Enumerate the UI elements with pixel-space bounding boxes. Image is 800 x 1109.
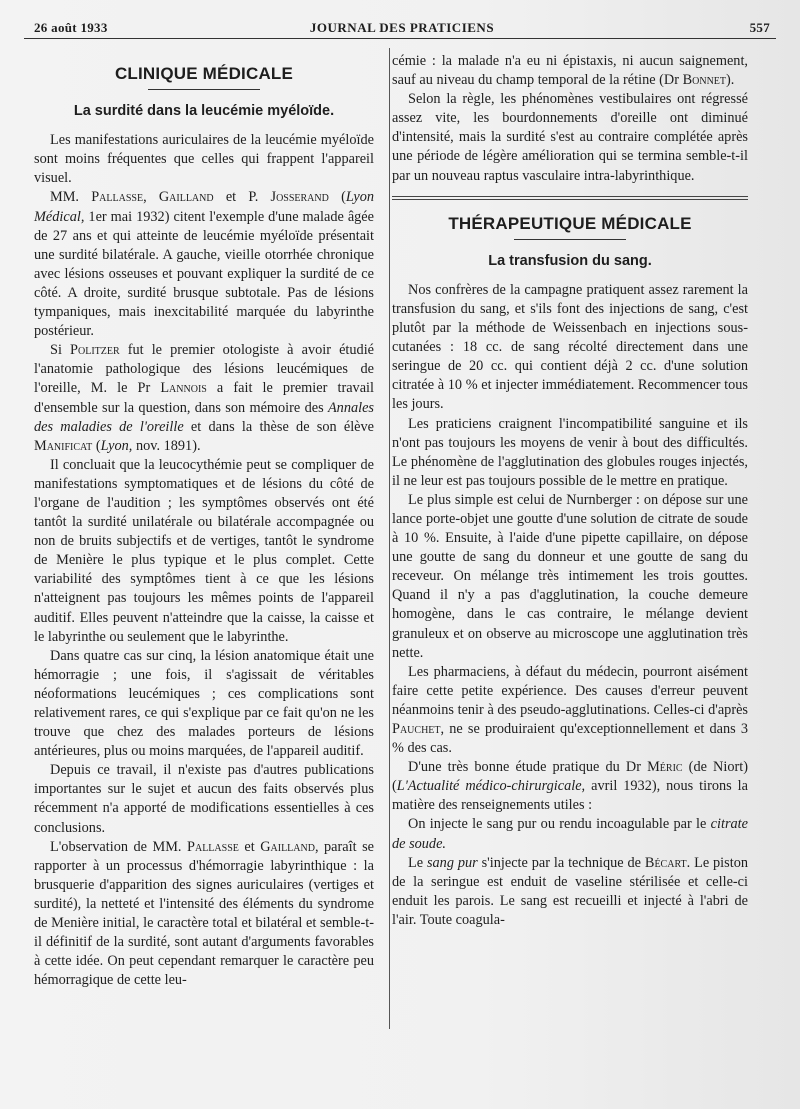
author-name: Gailland — [158, 189, 214, 206]
author-name: Pallasse — [91, 189, 144, 206]
paragraph: MM. Pallasse, Gailland et P. Josserand (Lyon Médical, 1er mai 1932) citent l'exemple d'une malade âgée de 27 ans et qui atteinte de leucémie myéloïde présentait une surdité bilatérale. A gauche, vieille otorrhée chronique avec lésions osseuses et pouvant expliquer la surdité de ce côté. A droite, surdité brusque subtotale. Pas de lésions tympaniques, mais inexcitabilité marquée du labyrinthe postérieur. — [34, 189, 374, 340]
section-underline — [148, 89, 260, 90]
journal-title: L'Actualité médico-chirurgicale, — [396, 778, 586, 795]
paragraph: Il concluait que la leucocythémie peut se compliquer de manifestations symptomatiques et de lésions du côté de l'organe de l'audition ; les symptômes observés ont été tantôt la surdité unilatérale ou bilatérale accompagnée ou non de bruits subjectifs et de vertiges, tantôt le syndrome de Menière le plus typique et le plus complet. Cette variabilité des symptômes tient à ce que les lésions n'atteignent pas toujours les mêmes points de l'appareil auditif. Elles peuvent n'atteindre que la caisse, la caisse et le labyrinthe ou seulement que le labyrinthe. — [34, 456, 374, 645]
author-name: Méric — [647, 759, 683, 776]
paragraph: Le plus simple est celui de Nurnberger : on dépose sur une lance porte-objet une goutte d'une solution de citrate de soude à 10 %. Ensuite, à l'aide d'une pipette capillaire, on dépose une goutte de sang du donneur et une goutte de sang du receveur. On mélange très intimement les trois gouttes. Quand il n'y a pas d'agglutination, la couche demeure homogène, dans le cas contraire, le mélange devient granuleux et on observe au microscope une agglutination très nette. — [392, 491, 748, 661]
author-name: Josserand — [270, 189, 329, 206]
section-separator — [392, 196, 748, 200]
emphasis: citrate de soude. — [392, 816, 748, 852]
paragraph: D'une très bonne étude pratique du Dr Méric (de Niort) (L'Actualité médico-chirurgicale, avril 1932), nous tirons la matière des renseignements utiles : — [392, 759, 748, 814]
issue-date: 26 août 1933 — [34, 20, 108, 35]
right-column — [389, 52, 748, 930]
author-name: Politzer — [70, 342, 120, 359]
paragraph: Depuis ce travail, il n'existe pas d'autres publications importantes sur le sujet et aucun des faits observés plus récemment n'a apporté de modifications essentielles à ces conclusions. — [34, 762, 374, 836]
paragraph: Si Politzer fut le premier otologiste à avoir étudié l'anatomie pathologique des lésions leucémiques de l'oreille, M. le Pr Lannois a fait le premier travail d'ensemble sur la question, dans son mémoire des Annales des maladies de l'oreille et dans la thèse de son élève Manificat (Lyon, nov. 1891). — [34, 342, 375, 454]
author-name: Manificat — [34, 437, 93, 454]
paragraph: Le sang pur s'injecte par la technique de Bécart. Le piston de la seringue est enduit de vaseline stérilisée et celle-ci enduit les parois. Le sang est recueilli et injecté à l'abri de l'air. Toute coagula- — [392, 854, 748, 928]
journal-title: Lyon Médical, — [34, 189, 374, 225]
author-name: Gailland — [260, 838, 315, 855]
city: Lyon, — [100, 437, 133, 454]
article-title-surdite: La surdité dans la leucémie myéloïde. — [73, 103, 335, 120]
paragraph: cémie : la malade n'a eu ni épistaxis, ni aucun saignement, sauf au niveau du champ temporal de la rétine (Dr Bonnet). — [392, 53, 748, 89]
section-title-therapeutique: THÉRAPEUTIQUE MÉDICALE — [448, 213, 692, 233]
section-underline — [514, 239, 626, 240]
paragraph: Les praticiens craignent l'incompatibilité sanguine et ils n'ont pas toujours les moyens de venir à bout des difficultés. Le phénomène de l'agglutination des globules rouges injectés, il ne leur est pas toujours possible de le mettre en pratique. — [392, 415, 748, 489]
paragraph: L'observation de MM. Pallasse et Gailland, paraît se rapporter à un processus d'hémorragie labyrinthique : la brusquerie d'apparition des signes auriculaires (vertiges et surdité), la netteté et l'intensité des éléments du syndrome de Menière initial, le caractère total et bilatéral et semble-t-il définitif de la surdité, sont autant d'arguments favorables à cette idée. On peut cependant remarquer le caractère peu hémorragique de cette leu- — [34, 838, 374, 989]
section-title-clinique: CLINIQUE MÉDICALE — [114, 64, 294, 83]
paragraph: Selon la règle, les phénomènes vestibulaires ont régressé assez vite, les bourdonnements d'oreille ont diminué d'intensité, mais la surdité s'est au contraire complétée après une période de légère amélioration qui se termina semble-t-il par un nouveau raptus vasculaire intra-labyrinthique. — [392, 91, 748, 184]
journal-title: Annales des maladies de l'oreille — [34, 399, 374, 435]
author-name: Bécart — [644, 854, 687, 871]
emphasis: sang pur — [426, 854, 478, 871]
left-column — [34, 52, 374, 990]
paragraph: Les manifestations auriculaires de la leucémie myéloïde sont moins fréquentes que celles qui frappent l'appareil visuel. — [34, 132, 374, 187]
paragraph: Les pharmaciens, à défaut du médecin, pourront aisément faire cette petite expérience. Des causes d'erreur peuvent néanmoins tenir à des pseudo-agglutinations. Celles-ci d'après Pauchet, ne se produiraient qu'exceptionnellement et dans 3 % des cas. — [392, 663, 748, 757]
author-name: Lannois — [160, 380, 207, 397]
header-rule — [24, 38, 776, 39]
paragraph: Nos confrères de la campagne pratiquent assez rarement la transfusion du sang, et s'ils font des injections de sang, c'est plutôt par la méthode de Weissenbach en injections sous-cutanées : 18 cc. de sang récolté directement dans une seringue de 20 cc. qui contient déjà 2 cc. d'une solution citratée à 10 % et injecter immédiatement. Recommencer tous les jours. — [392, 281, 748, 413]
running-header — [34, 20, 770, 40]
author-name: Pallasse — [187, 838, 239, 855]
author-name: Pauchet — [392, 721, 441, 737]
article-title-transfusion: La transfusion du sang. — [488, 252, 652, 269]
paragraph: On injecte le sang pur ou rendu incoagulable par le citrate de soude. — [392, 816, 748, 852]
paragraph: Dans quatre cas sur cinq, la lésion anatomique était une hémorragie ; une fois, il s'agissait de véritables néoformations leucémiques ; ces complications sont relativement rares, ce qui s'explique par ce fait qu'on ne les trouve que chez des malades porteurs de lésions antérieures, plus ou moins marquées, de l'appareil auditif. — [34, 647, 374, 760]
author-name: Bonnet — [682, 72, 727, 89]
journal-name: JOURNAL DES PRATICIENS — [309, 20, 495, 35]
page-number: 557 — [749, 20, 770, 35]
